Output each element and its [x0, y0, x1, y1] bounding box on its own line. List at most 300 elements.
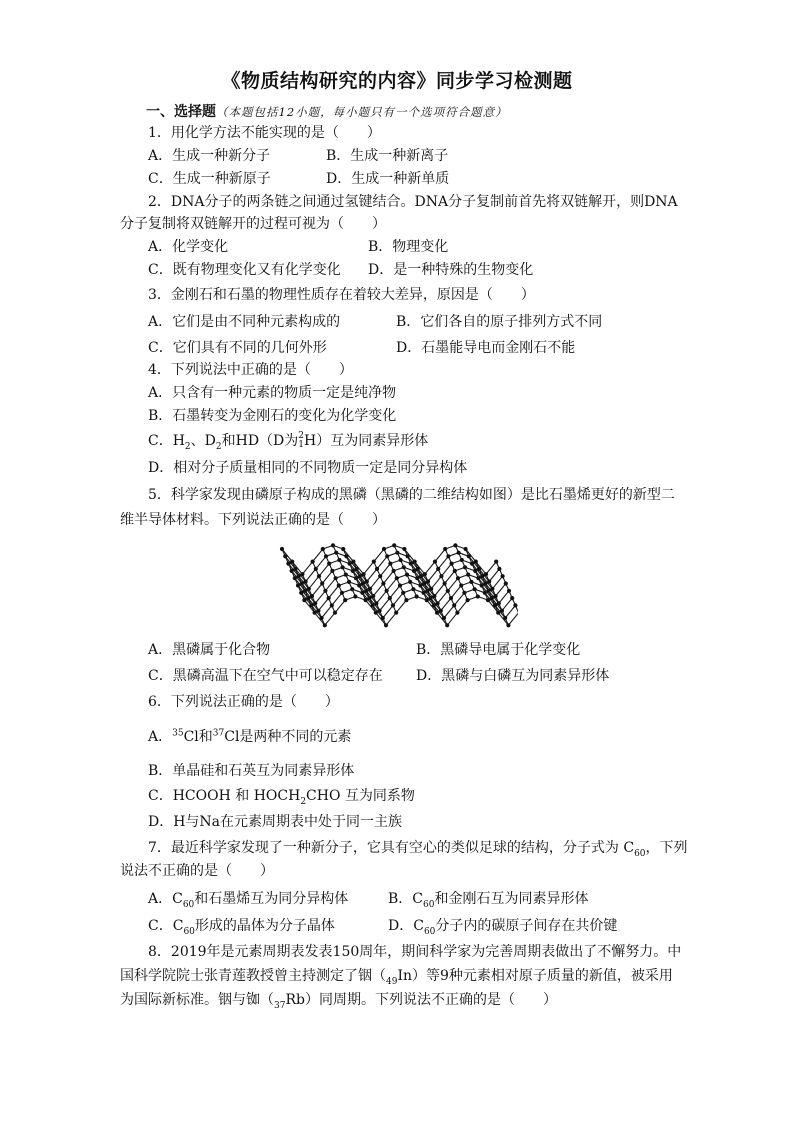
question-8-line3: [120, 991, 557, 1009]
q6-c-text: C．HCOOH 和 HOCH: [148, 788, 301, 804]
q6-a-text: Cl是两种不同的元素: [224, 729, 352, 745]
section-note: （本题包括12小题，每小题只有一个选项符合题意）: [216, 105, 508, 119]
q4-option-d: D．相对分子质量相同的不同物质一定是同分异构体: [148, 460, 468, 476]
phosphorus-atom: [378, 609, 382, 613]
phosphorus-atom: [423, 572, 427, 576]
phosphorus-atom: [436, 567, 440, 571]
phosphorus-atom: [480, 583, 484, 587]
phosphorus-atom: [372, 560, 376, 564]
bond: [374, 549, 384, 562]
q4-c-text: C．H: [148, 433, 185, 449]
q7-a-text: 和石墨烯互为同分异构体: [194, 891, 349, 907]
bond: [325, 578, 335, 591]
bond: [386, 613, 396, 626]
phosphorus-atom: [357, 583, 361, 587]
phosphorus-atom: [464, 547, 468, 551]
q6-c-text: CHO 互为同系物: [306, 788, 415, 804]
bond: [396, 600, 406, 613]
q7-b-text: 和金刚石互为同素异形体: [434, 891, 589, 907]
phosphorus-atom: [347, 580, 351, 584]
phosphorus-atom: [280, 547, 284, 551]
phosphorus-atom: [470, 562, 474, 566]
q4-c-sub: 2: [215, 441, 222, 452]
phosphorus-atom: [313, 601, 317, 605]
phosphorus-atom: [320, 616, 324, 620]
q5-option-a: A．黑磷属于化合物: [148, 642, 271, 658]
phosphorus-atom: [321, 547, 325, 551]
phosphorus-atom: [506, 623, 510, 627]
phosphorus-atom: [473, 587, 477, 591]
phosphorus-atom: [456, 576, 460, 580]
phosphorus-atom: [337, 558, 341, 562]
phosphorus-atom: [290, 560, 294, 564]
bond: [448, 578, 458, 591]
phosphorus-atom: [436, 601, 440, 605]
phosphorus-atom: [337, 583, 341, 587]
q5-option-c: C．黑磷高温下在空气中可以稳定存在: [148, 668, 383, 684]
phosphorus-atom: [290, 569, 294, 573]
q8-text: 国科学院院士张青莲教授曾主持测定了铟（: [120, 968, 386, 984]
phosphorus-atom: [304, 579, 308, 583]
bond: [335, 600, 345, 613]
q7-option-b: [388, 890, 588, 908]
phosphorus-atom: [411, 587, 415, 591]
phosphorus-atom: [367, 596, 371, 600]
q7-sub: 60: [182, 899, 195, 910]
phosphorus-atom: [324, 554, 328, 558]
phosphorus-atom: [487, 589, 491, 593]
question-5-line2: 维半导体材料。下列说法正确的是（ ）: [120, 512, 386, 528]
bond: [376, 591, 386, 604]
bond: [319, 564, 329, 577]
phosphorus-atom: [399, 558, 403, 562]
bond: [380, 564, 390, 577]
phosphorus-atom: [503, 616, 507, 620]
phosphorus-atom: [408, 580, 412, 584]
phosphorus-atom: [299, 591, 303, 595]
phosphorus-atom: [504, 581, 508, 585]
q7-d-text: D．C: [388, 918, 424, 934]
phosphorus-atom: [333, 611, 337, 615]
bond: [447, 613, 457, 626]
phosphorus-atom: [501, 574, 505, 578]
phosphorus-atom: [341, 547, 345, 551]
q6-option-d: D．H与Na在元素周期表中处于同一主族: [148, 814, 403, 830]
phosphorus-atom: [486, 598, 490, 602]
phosphorus-atom: [419, 574, 423, 578]
bond: [370, 576, 380, 589]
bond: [329, 586, 339, 599]
phosphorus-atom: [513, 603, 517, 607]
phosphorus-atom: [415, 576, 419, 580]
phosphorus-atom: [327, 596, 331, 600]
bond: [434, 584, 444, 597]
phosphorus-atom: [476, 576, 480, 580]
phosphorus-atom: [330, 603, 334, 607]
question-1-stem: 1．用化学方法不能实现的是（ ）: [148, 125, 381, 141]
bond: [364, 562, 374, 575]
phosphorus-atom: [398, 583, 402, 587]
phosphorus-atom: [323, 589, 327, 593]
phosphorus-atom: [457, 551, 461, 555]
phosphorus-atom: [296, 583, 300, 587]
q5-option-d: D．黑磷与白磷互为同素异形体: [416, 668, 610, 684]
phosphorus-atom: [426, 579, 430, 583]
q1-option-a: A．生成一种新分子: [148, 148, 271, 164]
q2-option-c: C．既有物理变化又有化学变化: [148, 262, 341, 278]
phosphorus-atom: [371, 594, 375, 598]
phosphorus-atom: [432, 594, 436, 598]
phosphorus-atom: [469, 580, 473, 584]
bond: [380, 598, 390, 611]
question-8-line1: 8．2019年是元素周期表发表150周年，期间科学家为完善周期表做出了不懈努力。中: [148, 944, 682, 960]
q1-option-b: B．生成一种新离子: [326, 148, 449, 164]
phosphorus-atom: [320, 581, 324, 585]
q2-option-d: D．是一种特殊的生物变化: [368, 262, 534, 278]
phosphorus-atom: [477, 567, 481, 571]
phosphorus-atom: [487, 579, 491, 583]
bond: [387, 578, 397, 591]
q8-sub: 49: [386, 976, 398, 987]
bond: [306, 569, 316, 582]
phosphorus-atom: [445, 623, 449, 627]
mass-number: 2: [298, 431, 305, 441]
phosphorus-atom: [453, 569, 457, 573]
phosphorus-atom: [334, 576, 338, 580]
phosphorus-atom: [455, 611, 459, 615]
phosphorus-atom: [497, 567, 501, 571]
phosphorus-atom: [473, 569, 477, 573]
phosphorus-atom: [341, 565, 345, 569]
phosphorus-atom: [404, 598, 408, 602]
bond: [441, 564, 451, 577]
phosphorus-atom: [395, 576, 399, 580]
phosphorus-atom: [500, 609, 504, 613]
phosphorus-atom: [402, 565, 406, 569]
q7-c-text: C．C: [148, 918, 184, 934]
bond: [383, 605, 393, 618]
phosphorus-atom: [494, 594, 498, 598]
phosphorus-atom: [293, 576, 297, 580]
phosphorus-atom: [392, 543, 396, 547]
bond: [451, 586, 461, 599]
q7-option-a: [148, 890, 348, 908]
phosphorus-atom: [364, 598, 368, 602]
bond: [496, 584, 506, 597]
phosphorus-atom: [360, 591, 364, 595]
phosphorus-atom: [439, 609, 443, 613]
bond: [315, 591, 325, 604]
phosphorus-atom: [412, 569, 416, 573]
question-8-line2: [120, 967, 673, 985]
phosphorus-atom: [303, 589, 307, 593]
bond: [332, 593, 342, 606]
bond: [367, 569, 377, 582]
q8-text: 为国际新标准。铟与铷（: [120, 992, 274, 1008]
bond: [454, 593, 464, 606]
q7-sub: 60: [634, 848, 646, 859]
phosphorus-atom: [374, 611, 378, 615]
phosphorus-atom: [466, 573, 470, 577]
q7-sub: 60: [423, 899, 435, 910]
phosphorus-atom: [453, 543, 457, 547]
phosphorus-atom: [395, 551, 399, 555]
phosphorus-atom: [331, 543, 335, 547]
phosphorus-atom: [348, 562, 352, 566]
phosphorus-atom: [388, 596, 392, 600]
phosphorus-atom: [443, 547, 447, 551]
phosphorus-atom: [394, 611, 398, 615]
question-6-stem: 6．下列说法正确的是（ ）: [148, 694, 339, 710]
q7-sub: 60: [423, 926, 436, 937]
phosphorus-atom: [350, 587, 354, 591]
question-4-stem: 4．下列说法中正确的是（ ）: [148, 362, 353, 378]
atomic-number: 1: [298, 440, 305, 450]
bond: [438, 556, 448, 569]
bond: [425, 562, 435, 575]
q7-b-text: B．C: [388, 891, 423, 907]
phosphorus-atom: [510, 596, 514, 600]
phosphorus-atom: [354, 576, 358, 580]
phosphorus-atom: [402, 547, 406, 551]
question-2-line2: 分子复制将双链解开的过程可视为（ ）: [120, 216, 386, 232]
phosphorus-atom: [300, 572, 304, 576]
phosphorus-atom: [364, 589, 368, 593]
bond: [373, 584, 383, 597]
phosphorus-atom: [316, 609, 320, 613]
q6-option-a: [148, 728, 351, 746]
phosphorus-atom: [327, 562, 331, 566]
phosphorus-atom: [355, 567, 359, 571]
bond: [438, 591, 448, 604]
bond: [508, 613, 518, 626]
phosphorus-atom: [425, 589, 429, 593]
phosphorus-atom: [381, 616, 385, 620]
phosphorus-atom: [391, 603, 395, 607]
q3-option-d: D．石墨能导电而金刚石不能: [396, 340, 576, 356]
bond: [499, 591, 509, 604]
phosphorus-atom: [401, 591, 405, 595]
q6-option-b: B．单晶硅和石英互为同素异形体: [148, 763, 355, 779]
phosphorus-atom: [381, 581, 385, 585]
q4-option-b: B．石墨转变为金刚石的变化为化学变化: [148, 408, 397, 424]
phosphorus-atom: [422, 581, 426, 585]
bond: [444, 605, 454, 618]
q7-d-text: 分子内的碳原子间存在共价键: [435, 918, 618, 934]
phosphorus-atom: [433, 560, 437, 564]
phosphorus-atom: [306, 596, 310, 600]
phosphorus-atom: [484, 572, 488, 576]
phosphorus-atom: [309, 603, 313, 607]
q3-option-b: B．它们各自的原子排列方式不同: [396, 314, 603, 330]
phosphorus-atom: [483, 591, 487, 595]
phosphorus-atom: [297, 574, 301, 578]
bond: [441, 598, 451, 611]
bond: [393, 593, 403, 606]
phosphorus-atom: [425, 598, 429, 602]
bond: [445, 571, 455, 584]
question-3-stem: 3．金刚石和石墨的物理性质存在着较大差异，原因是（ ）: [148, 287, 535, 303]
phosphorus-atom: [330, 569, 334, 573]
phosphorus-atom: [507, 589, 511, 593]
phosphorus-atom: [382, 547, 386, 551]
phosphorus-atom: [378, 574, 382, 578]
phosphorus-atom: [446, 554, 450, 558]
question-7-line2: 说法不正确的是（ ）: [120, 863, 274, 879]
section-heading: 一、选择题: [146, 104, 216, 120]
phosphorus-atom: [405, 573, 409, 577]
bond: [502, 598, 512, 611]
phosphorus-atom: [422, 591, 426, 595]
q6-c-sub: 2: [300, 796, 307, 807]
bond: [313, 549, 323, 562]
phosphorus-atom: [388, 562, 392, 566]
q7-option-d: [388, 917, 617, 935]
q6-option-c: [148, 787, 415, 805]
phosphorus-atom: [459, 583, 463, 587]
phosphorus-atom: [416, 567, 420, 571]
bond: [489, 569, 499, 582]
q1-option-c: C．生成一种新原子: [148, 171, 271, 187]
phosphorus-atom: [493, 603, 497, 607]
q7-text: 7．最近科学家发现了一种新分子，它具有空心的类似足球的结构，分子式为 C: [148, 840, 635, 856]
bond: [302, 562, 312, 575]
bond: [486, 562, 496, 575]
q7-a-text: A．C: [148, 891, 183, 907]
mass-number: 35: [172, 728, 184, 739]
phosphorus-atom: [344, 554, 348, 558]
page-title: 《物质结构研究的内容》同步学习检测题: [221, 70, 573, 92]
phosphorus-atom: [353, 594, 357, 598]
phosphorus-atom: [314, 567, 318, 571]
phosphorus-atom: [435, 611, 439, 615]
phosphorus-atom: [317, 574, 321, 578]
phosphorus-atom: [302, 598, 306, 602]
q4-option-a: A．只含有一种元素的物质一定是纯净物: [148, 385, 397, 401]
phosphorus-atom: [480, 574, 484, 578]
q4-c-text: H）互为同素异形体: [304, 433, 429, 449]
mass-number: 37: [212, 728, 225, 739]
phosphorus-atom: [429, 587, 433, 591]
phosphorus-atom: [344, 573, 348, 577]
phosphorus-atom: [374, 601, 378, 605]
q2-option-b: B．物理变化: [368, 239, 449, 255]
q6-a-text: Cl和: [183, 729, 213, 745]
q4-c-text: 和HD（D为: [221, 433, 299, 449]
phosphorus-atom: [439, 574, 443, 578]
bond: [428, 569, 438, 582]
question-2-line1: 2．DNA分子的两条链之间通过氢键结合。DNA分子复制前首先将双链解开，则DNA: [148, 194, 678, 210]
phosphorus-atom: [446, 589, 450, 593]
question-5-line1: 5．科学家发现由磷原子构成的黑磷（黑磷的二维结构如图）是比石墨烯更好的新型二: [148, 487, 675, 503]
q2-option-a: A．化学变化: [148, 239, 229, 255]
phosphorus-atom: [494, 560, 498, 564]
q7-sub: 60: [183, 926, 195, 937]
phosphorus-atom: [343, 598, 347, 602]
q7-c-text: 形成的晶体为分子晶体: [194, 918, 335, 934]
phosphorus-atom: [371, 603, 375, 607]
phosphorus-atom: [413, 560, 417, 564]
bond: [390, 586, 400, 599]
phosphorus-atom: [365, 579, 369, 583]
bond: [312, 584, 322, 597]
black-phosphorus-structure-figure: [276, 540, 518, 635]
phosphorus-atom: [466, 598, 470, 602]
phosphorus-atom: [362, 572, 366, 576]
q6-a-text: A．: [148, 729, 173, 745]
phosphorus-atom: [474, 560, 478, 564]
bond: [492, 576, 502, 589]
question-7-line1: [148, 839, 688, 857]
phosphorus-atom: [385, 554, 389, 558]
bond: [316, 556, 326, 569]
phosphorus-atom: [283, 554, 287, 558]
phosphorus-atom: [406, 554, 410, 558]
section-header: [146, 103, 508, 121]
bond: [431, 576, 441, 589]
phosphorus-atom: [313, 611, 317, 615]
bond: [457, 600, 467, 613]
phosphorus-atom: [432, 603, 436, 607]
phosphorus-atom: [351, 569, 355, 573]
phosphorus-atom: [490, 587, 494, 591]
phosphorus-atom: [300, 581, 304, 585]
q3-option-c: C．它们具有不同的几何外形: [148, 340, 327, 356]
phosphorus-atom: [375, 567, 379, 571]
q8-text: In）等9种元素相对原子质量的新值，被采用: [397, 968, 673, 984]
phosphorus-atom: [334, 551, 338, 555]
phosphorus-atom: [384, 623, 388, 627]
phosphorus-atom: [311, 560, 315, 564]
phosphorus-atom: [460, 558, 464, 562]
phosphorus-atom: [496, 611, 500, 615]
bond: [309, 576, 319, 589]
phosphorus-atom: [462, 591, 466, 595]
bond: [318, 598, 328, 611]
bond: [325, 613, 335, 626]
phosphorus-atom: [415, 594, 419, 598]
bond: [377, 556, 387, 569]
phosphorus-atom: [323, 623, 327, 627]
phosphorus-atom: [361, 581, 365, 585]
bond: [505, 605, 515, 618]
phosphorus-atom: [467, 554, 471, 558]
phosphorus-atom: [293, 567, 297, 571]
phosphorus-atom: [497, 601, 501, 605]
phosphorus-atom: [351, 560, 355, 564]
bond: [322, 571, 332, 584]
q3-option-a: A．它们是由不同种元素构成的: [148, 314, 341, 330]
q8-sub: 37: [274, 1000, 286, 1011]
bond: [383, 571, 393, 584]
phosphorus-atom: [385, 589, 389, 593]
bond: [435, 549, 445, 562]
bond: [322, 605, 332, 618]
phosphorus-atom: [483, 581, 487, 585]
phosphorus-atom: [358, 574, 362, 578]
q7-text: ，下列: [645, 840, 688, 856]
phosphorus-atom: [340, 591, 344, 595]
phosphorus-atom: [418, 583, 422, 587]
phosphorus-atom: [368, 587, 372, 591]
q4-c-sub: 2: [184, 441, 191, 452]
phosphorus-atom: [450, 562, 454, 566]
phosphorus-atom: [307, 587, 311, 591]
phosphorus-atom: [310, 594, 314, 598]
phosphorus-atom: [442, 616, 446, 620]
phosphorus-atom: [463, 565, 467, 569]
phosphorus-atom: [490, 596, 494, 600]
